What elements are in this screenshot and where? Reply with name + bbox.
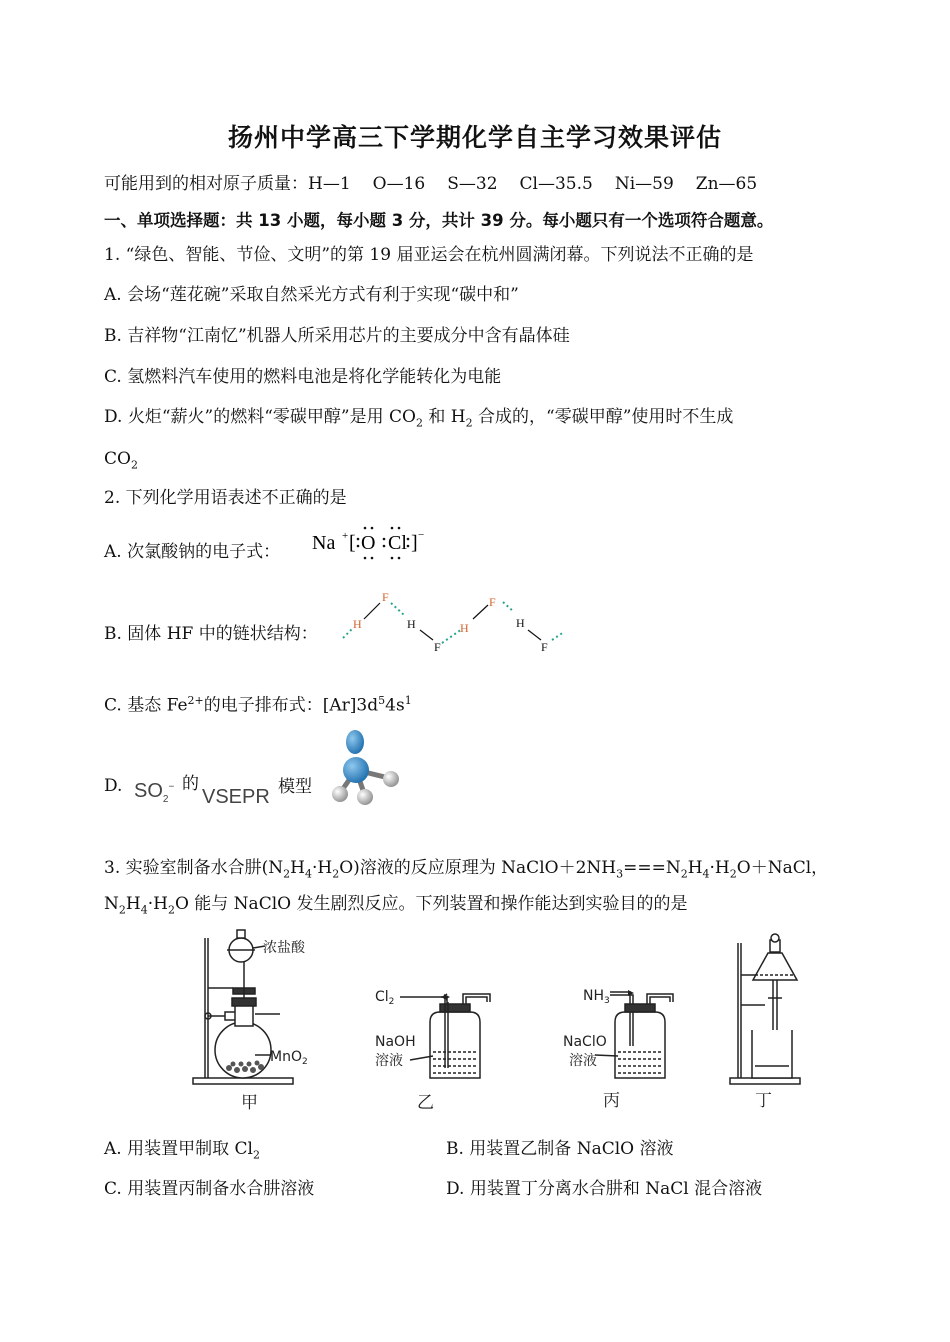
label-solution: 溶液 xyxy=(375,1053,403,1069)
q3-s7: ·H xyxy=(709,858,730,878)
q2-c-part1: C. 基态 Fe xyxy=(104,695,188,716)
o-symbol: O xyxy=(361,532,376,554)
q3-l2-3: ·H xyxy=(147,894,168,914)
atom-f: F xyxy=(541,640,548,654)
label-bing: 丙 xyxy=(603,1091,620,1111)
q3-sub: 2 xyxy=(729,867,737,881)
q1-option-a: A. 会场“莲花碗”采取自然采光方式有利于实现“碳中和” xyxy=(104,285,519,305)
so-text: SO xyxy=(134,780,163,802)
q3-stem-line2 xyxy=(104,893,687,921)
label-ding: 丁 xyxy=(755,1091,772,1111)
q1-d-part4: CO xyxy=(104,449,131,469)
q3-sub: 4 xyxy=(304,867,312,881)
q1-option-d xyxy=(104,406,733,434)
label-nh3 xyxy=(583,988,610,1006)
q3-sub: 2 xyxy=(680,867,688,881)
q2-d-de: 的 xyxy=(182,774,199,794)
q3-option-a xyxy=(104,1138,260,1166)
apparatus-ding xyxy=(730,934,800,1084)
q3-s4: O)溶液的反应原理为 NaClO＋2NH xyxy=(339,858,617,878)
q3-s8: O＋NaCl， xyxy=(736,858,829,878)
label-jia: 甲 xyxy=(241,1093,258,1113)
q3-sub: 2 xyxy=(283,867,291,881)
mno2-text: MnO xyxy=(270,1049,302,1065)
hydrogen-bonds xyxy=(343,602,564,643)
atom-f: F xyxy=(434,640,441,654)
q3-sub: 4 xyxy=(702,867,710,881)
mass-h: H—1 xyxy=(308,174,351,194)
label-naoh: NaOH xyxy=(375,1034,416,1050)
cl2-text: Cl xyxy=(375,989,389,1005)
q2-c-sup: 2+ xyxy=(187,694,204,707)
na-symbol: Na xyxy=(312,532,336,554)
apparatus-figure xyxy=(185,928,805,1113)
nh3-sub: 3 xyxy=(604,996,610,1006)
q1-d-sub: 2 xyxy=(130,458,138,472)
q1-option-d-cont xyxy=(104,448,138,476)
so-charge: − xyxy=(168,781,175,793)
so2-formula xyxy=(134,780,174,805)
q1-d-part2: 和 H xyxy=(422,407,466,427)
q3-option-d: D. 用装置丁分离水合肼和 NaCl 混合溶液 xyxy=(446,1179,763,1199)
q3-stem xyxy=(104,857,828,885)
mno2-sub: 2 xyxy=(301,1057,308,1067)
mass-s: S—32 xyxy=(447,174,498,194)
q3-l2-4: O 能与 NaClO 发生剧烈反应。下列装置和操作能达到实验目的的是 xyxy=(174,894,688,914)
q3-sub: 2 xyxy=(118,903,126,917)
ligand-atom xyxy=(357,789,373,805)
nh3-text: NH xyxy=(583,988,604,1004)
bracket-right: ] xyxy=(411,532,418,554)
central-atom xyxy=(343,757,369,783)
label-cl2 xyxy=(375,989,394,1007)
label-mno2 xyxy=(270,1049,308,1067)
q3-option-c: C. 用装置丙制备水合肼溶液 xyxy=(104,1179,315,1199)
hf-chain-diagram xyxy=(338,588,570,658)
vsepr-text: VSEPR xyxy=(202,786,270,808)
q3-sub: 4 xyxy=(140,903,148,917)
label-solution: 溶液 xyxy=(569,1053,597,1069)
ligand-atom xyxy=(332,786,348,802)
naclo-electron-formula xyxy=(308,522,433,564)
q3-s5: ===N xyxy=(623,858,681,878)
cl2-sub: 2 xyxy=(388,997,395,1007)
q3-sub: 2 xyxy=(332,867,340,881)
so-sub: 2 xyxy=(162,794,169,805)
q3-sub: 3 xyxy=(616,867,624,881)
atom-f: F xyxy=(382,590,389,604)
atom-h: H xyxy=(460,621,469,635)
label-yi: 乙 xyxy=(417,1093,434,1113)
anion-charge: − xyxy=(418,529,425,541)
q2-option-d-label: D. xyxy=(104,776,123,796)
q2-stem: 2. 下列化学用语表述不正确的是 xyxy=(104,488,347,508)
section-heading: 一、单项选择题：共 13 小题，每小题 3 分，共计 39 分。每小题只有一个选项符合题意。 xyxy=(104,211,774,230)
q3-l2-2: H xyxy=(125,894,141,914)
q3-a-text: A. 用装置甲制取 Cl xyxy=(104,1139,253,1159)
q3-s6: H xyxy=(687,858,703,878)
q3-s1: 3. 实验室制备水合肼(N xyxy=(104,858,284,878)
q1-d-part1: D. 火炬“薪火”的燃料“零碳甲醇”是用 CO xyxy=(104,407,416,427)
q2-c-sup2: 5 xyxy=(378,694,386,707)
q3-a-sub: 2 xyxy=(252,1148,260,1162)
q3-sub: 2 xyxy=(167,903,175,917)
q2-c-part3: 4s xyxy=(385,695,405,716)
label-naclo: NaClO xyxy=(563,1034,607,1050)
q3-s3: ·H xyxy=(311,858,333,878)
mass-o: O—16 xyxy=(372,174,426,194)
lone-pair-lobe xyxy=(346,730,364,754)
label-hcl: 浓盐酸 xyxy=(263,940,305,956)
vsepr-model-image xyxy=(316,728,406,808)
q2-option-c xyxy=(104,690,412,717)
page-title: 扬州中学高三下学期化学自主学习效果评估 xyxy=(227,123,722,152)
mass-ni: Ni—59 xyxy=(614,174,674,194)
mass-cl: Cl—35.5 xyxy=(519,174,593,194)
q1-option-c: C. 氢燃料汽车使用的燃料电池是将化学能转化为电能 xyxy=(104,367,502,387)
mass-zn: Zn—65 xyxy=(695,174,758,194)
q1-stem: 1. “绿色、智能、节俭、文明”的第 19 届亚运会在杭州圆满闭幕。下列说法不正确的是 xyxy=(104,245,754,265)
atom-h: H xyxy=(353,617,362,631)
q1-d-part3: 合成的，“零碳甲醇”使用时不生成 xyxy=(472,407,734,427)
ligand-atom xyxy=(383,771,399,787)
q3-option-b: B. 用装置乙制备 NaClO 溶液 xyxy=(446,1139,674,1159)
q2-option-b: B. 固体 HF 中的链状结构： xyxy=(104,624,318,644)
atom-f: F xyxy=(489,595,496,609)
atom-h: H xyxy=(407,617,416,631)
masses-prefix: 可能用到的相对原子质量： xyxy=(104,174,308,194)
bracket-left: [ xyxy=(349,532,356,554)
q1-d-sub: 2 xyxy=(415,416,423,430)
atomic-masses xyxy=(104,173,779,195)
q2-option-a: A. 次氯酸钠的电子式： xyxy=(104,542,281,562)
q3-l2-1: N xyxy=(104,894,119,914)
q2-d-model: 模型 xyxy=(278,777,312,797)
q2-c-part2: 的电子排布式：[Ar]3d xyxy=(203,695,379,716)
atom-h: H xyxy=(516,616,525,630)
q1-d-sub: 2 xyxy=(465,416,473,430)
q1-option-b: B. 吉祥物“江南忆”机器人所采用芯片的主要成分中含有晶体硅 xyxy=(104,326,570,346)
covalent-bonds xyxy=(364,603,541,640)
q2-c-sup3: 1 xyxy=(404,694,412,707)
q3-s2: H xyxy=(290,858,305,878)
cl-symbol: Cl xyxy=(388,532,407,554)
na-charge: + xyxy=(342,530,349,542)
